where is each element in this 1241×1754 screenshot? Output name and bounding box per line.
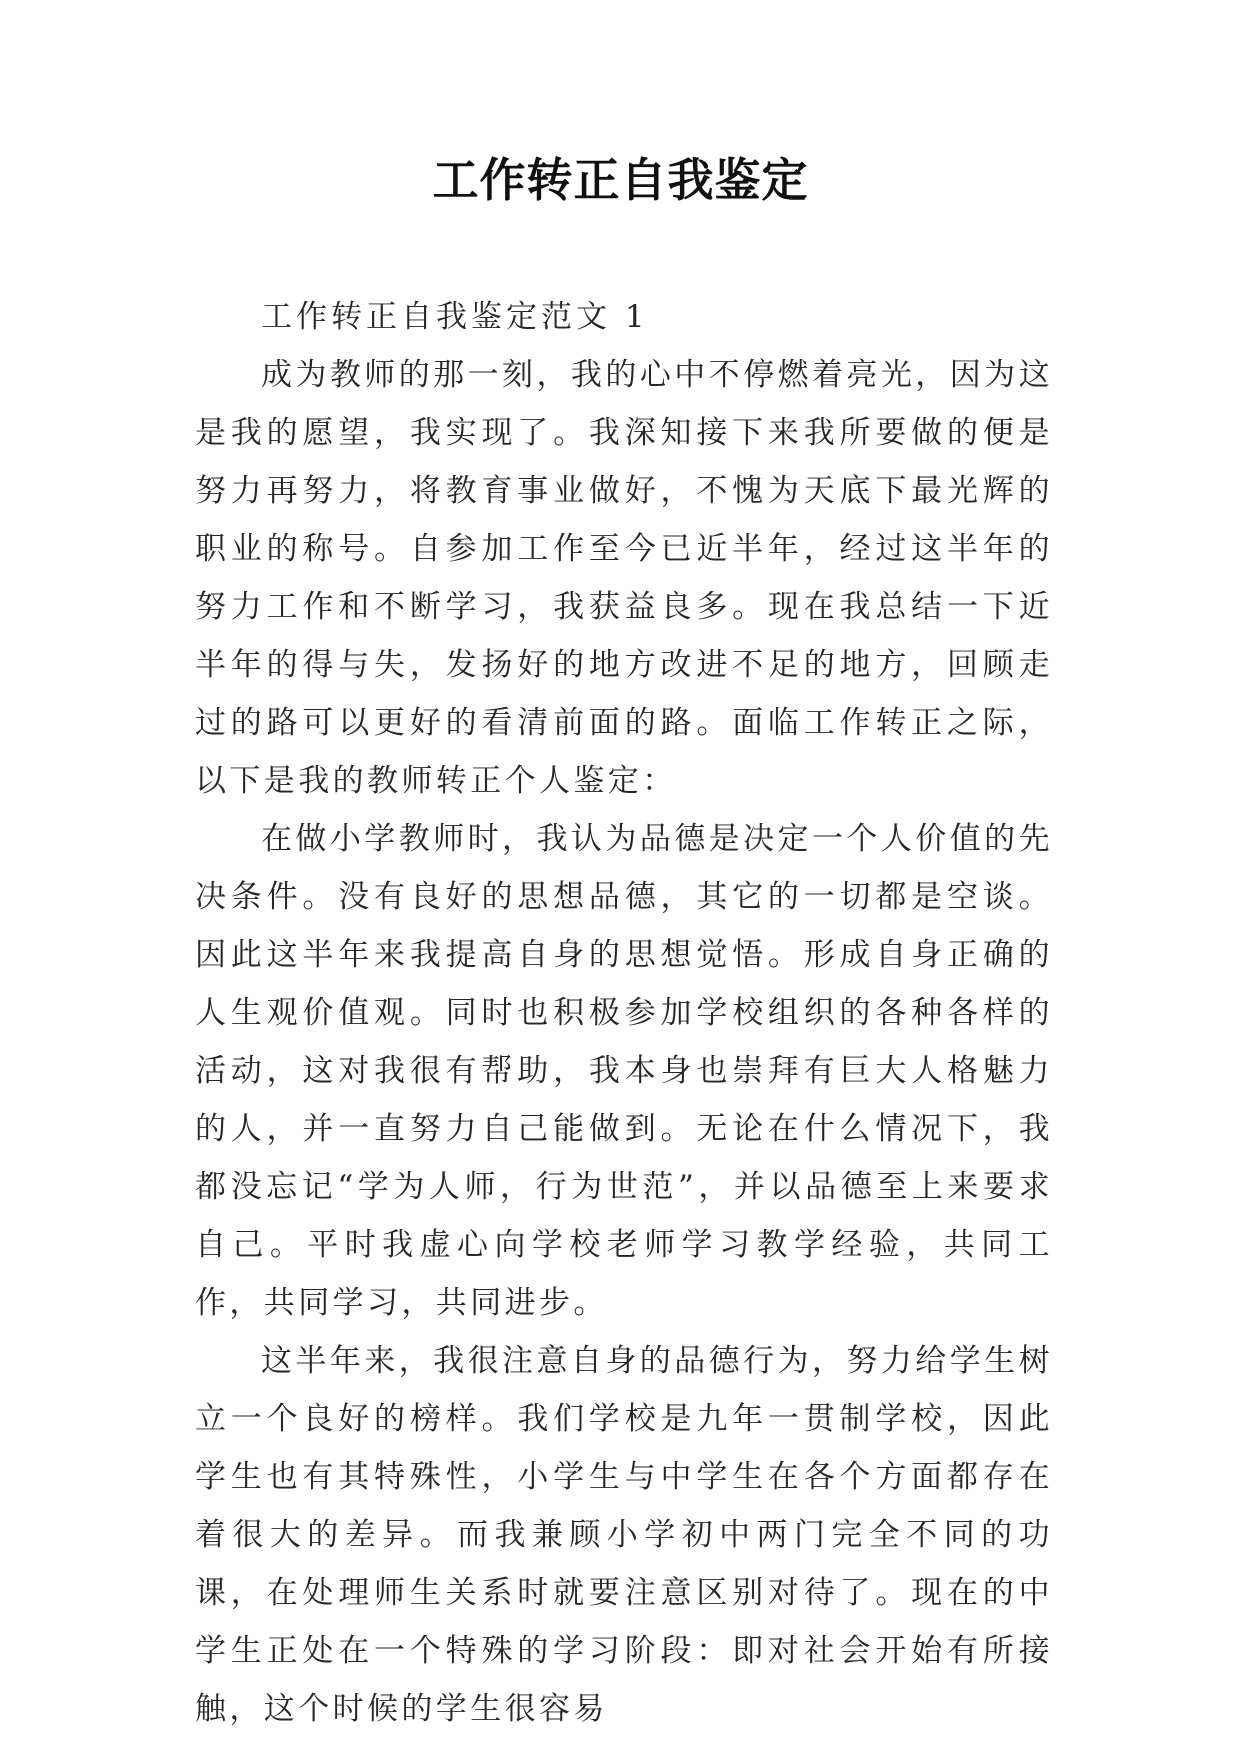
document-title: 工作转正自我鉴定: [432, 153, 809, 207]
document-body: [195, 288, 1053, 1738]
paragraph-intro: 成为教师的那一刻，我的心中不停燃着亮光，因为这是我的愿望，我实现了。我深知接下来我所要做的便是努力再努力，将教育事业做好，不愧为天底下最光辉的职业的称号。自参加工作至今已近半年，经过这半年的努力工作和不断学习，我获益良多。现在我总结一下近半年的得与失，发扬好的地方改进不足的地方，回顾走过的路可以更好的看清前面的路。面临工作转正之际，以下是我的教师转正个人鉴定：: [195, 357, 1053, 799]
paragraph-morality: 在做小学教师时，我认为品德是决定一个人价值的先决条件。没有良好的思想品德，其它的一切都是空谈。因此这半年来我提高自身的思想觉悟。形成自身正确的人生观价值观。同时也积极参加学校组织的各种各样的活动，这对我很有帮助，我本身也崇拜有巨大人格魅力的人，并一直努力自己能做到。无论在什么情况下，我都没忘记“学为人师，行为世范”，并以品德至上来要求自己。平时我虚心向学校老师学习教学经验，共同工作，共同学习，共同进步。: [195, 821, 1053, 1321]
section-heading: 工作转正自我鉴定范文 1: [261, 299, 649, 335]
paragraph-students: 这半年来，我很注意自身的品德行为，努力给学生树立一个良好的榜样。我们学校是九年一贯制学校，因此学生也有其特殊性，小学生与中学生在各个方面都存在着很大的差异。而我兼顾小学初中两门完全不同的功课，在处理师生关系时就要注意区别对待了。现在的中学生正处在一个特殊的学习阶段：即对社会开始有所接触，这个时候的学生很容易: [195, 1343, 1053, 1727]
